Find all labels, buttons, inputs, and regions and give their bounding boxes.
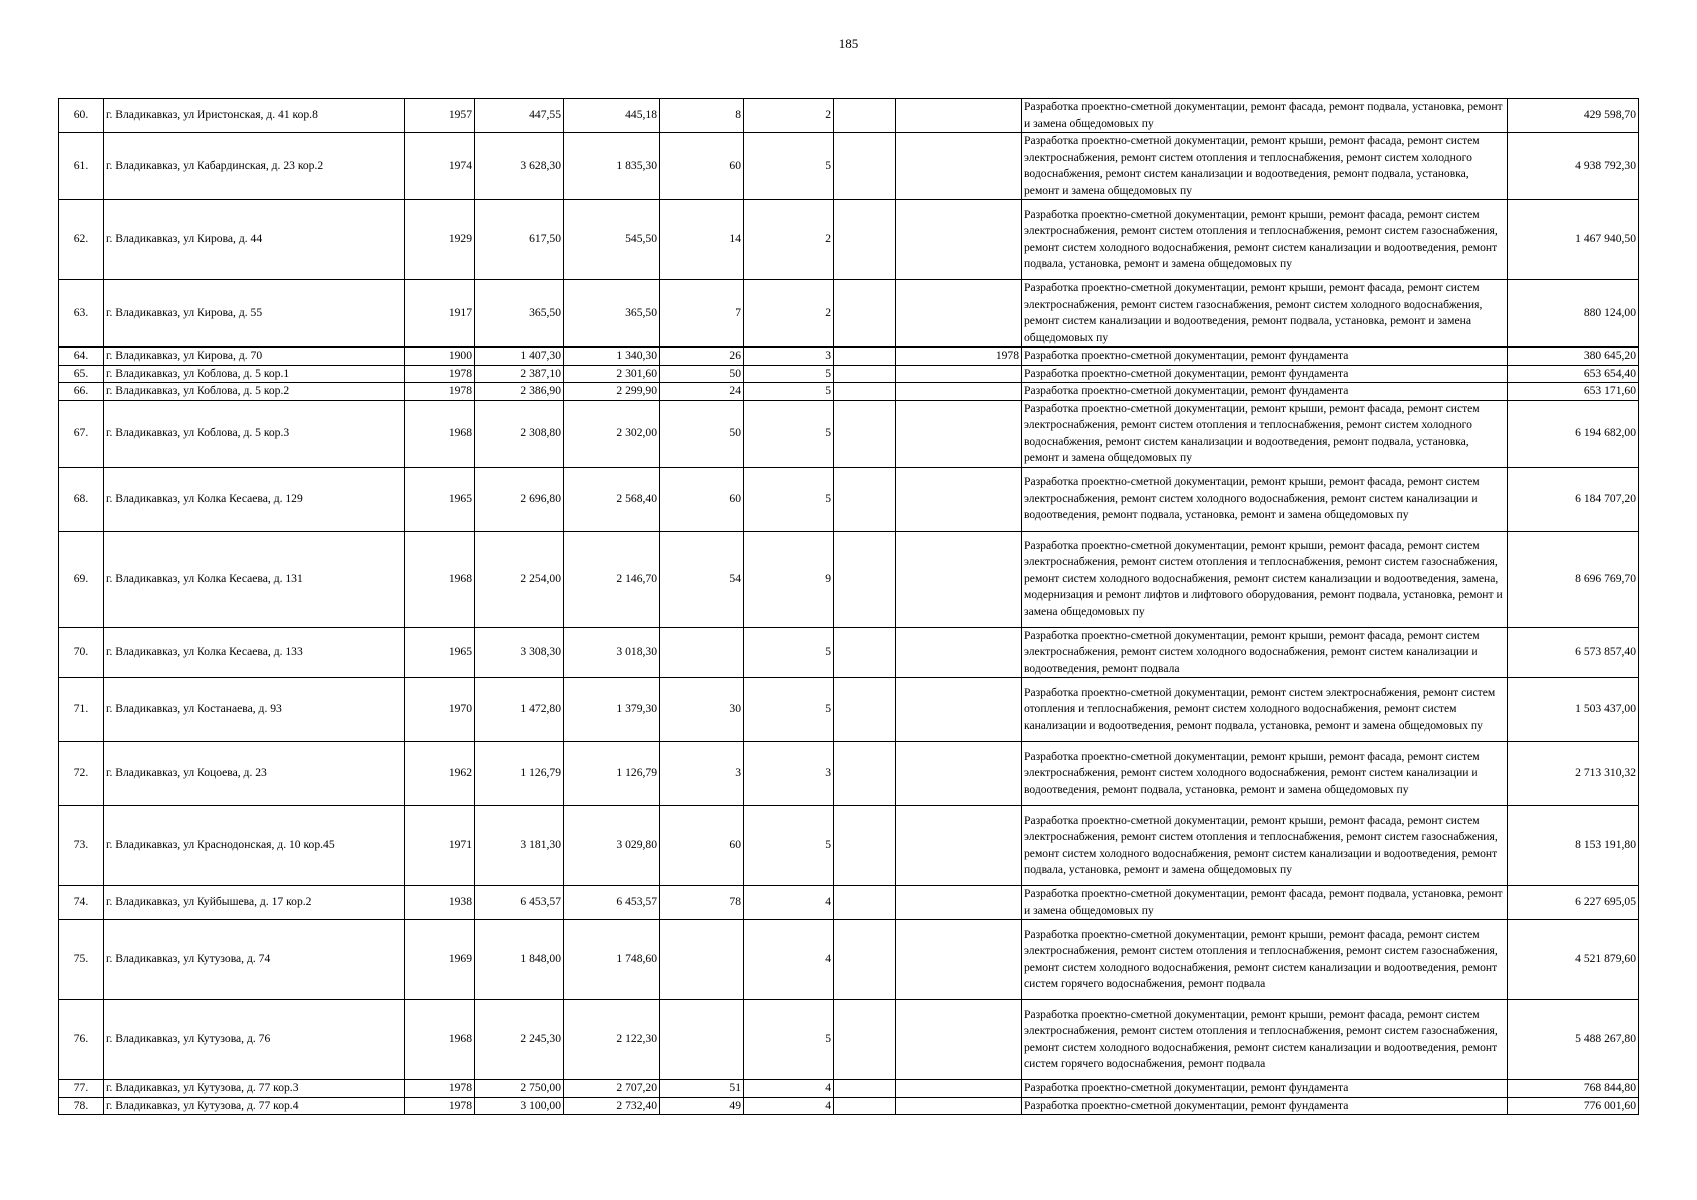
year-cell: 1978 (405, 1080, 475, 1098)
cost-cell: 1 503 437,00 (1508, 678, 1639, 742)
works-cell: Разработка проектно-сметной документации, ремонт фундамента (1022, 1080, 1508, 1098)
living-area-cell: 545,50 (564, 200, 660, 280)
empty-cell (834, 99, 896, 133)
year-cell: 1969 (405, 920, 475, 1000)
total-area-cell: 617,50 (475, 200, 564, 280)
residents-cell: 24 (660, 383, 744, 401)
living-area-cell: 445,18 (564, 99, 660, 133)
row-number: 71. (59, 678, 104, 742)
address-cell: г. Владикавказ, ул Кабардинская, д. 23 кор.2 (104, 133, 405, 200)
residents-cell: 60 (660, 806, 744, 886)
empty-cell (834, 280, 896, 348)
year-cell: 1978 (405, 365, 475, 383)
year-repair-cell (896, 1097, 1022, 1115)
empty-cell (834, 1080, 896, 1098)
row-number: 69. (59, 531, 104, 627)
residents-cell: 50 (660, 365, 744, 383)
residents-cell: 3 (660, 742, 744, 806)
address-cell: г. Владикавказ, ул Кутузова, д. 77 кор.3 (104, 1080, 405, 1098)
row-number: 74. (59, 886, 104, 920)
year-repair-cell (896, 920, 1022, 1000)
table-row (59, 678, 1639, 742)
total-area-cell: 2 386,90 (475, 383, 564, 401)
repair-table (58, 98, 1639, 1115)
living-area-cell: 1 379,30 (564, 678, 660, 742)
year-repair-cell (896, 678, 1022, 742)
floors-cell: 5 (744, 1000, 834, 1080)
total-area-cell: 6 453,57 (475, 886, 564, 920)
row-number: 66. (59, 383, 104, 401)
row-number: 68. (59, 467, 104, 531)
floors-cell: 5 (744, 400, 834, 467)
floors-cell: 3 (744, 742, 834, 806)
address-cell: г. Владикавказ, ул Коцоева, д. 23 (104, 742, 405, 806)
year-cell: 1900 (405, 347, 475, 365)
year-repair-cell (896, 742, 1022, 806)
table-row (59, 806, 1639, 886)
year-repair-cell (896, 886, 1022, 920)
address-cell: г. Владикавказ, ул Краснодонская, д. 10 кор.45 (104, 806, 405, 886)
address-cell: г. Владикавказ, ул Колка Кесаева, д. 131 (104, 531, 405, 627)
address-cell: г. Владикавказ, ул Кирова, д. 70 (104, 347, 405, 365)
floors-cell: 2 (744, 99, 834, 133)
row-number: 62. (59, 200, 104, 280)
cost-cell: 1 467 940,50 (1508, 200, 1639, 280)
floors-cell: 2 (744, 200, 834, 280)
works-cell: Разработка проектно-сметной документации, ремонт фундамента (1022, 347, 1508, 365)
works-cell: Разработка проектно-сметной документации, ремонт крыши, ремонт фасада, ремонт систем электроснабжения, ремонт систем газоснабжения, ремонт систем холодного водоснабжения, ремонт систем канализации и водоотведения, ремонт подвала, установка, ремонт и замена общедомовых пу (1022, 280, 1508, 348)
empty-cell (834, 920, 896, 1000)
residents-cell: 50 (660, 400, 744, 467)
row-number: 64. (59, 347, 104, 365)
living-area-cell: 2 707,20 (564, 1080, 660, 1098)
floors-cell: 4 (744, 886, 834, 920)
living-area-cell: 1 340,30 (564, 347, 660, 365)
year-repair-cell (896, 383, 1022, 401)
floors-cell: 4 (744, 1080, 834, 1098)
row-number: 73. (59, 806, 104, 886)
floors-cell: 5 (744, 365, 834, 383)
year-repair-cell (896, 280, 1022, 348)
living-area-cell: 2 568,40 (564, 467, 660, 531)
year-repair-cell (896, 1000, 1022, 1080)
floors-cell: 5 (744, 806, 834, 886)
empty-cell (834, 531, 896, 627)
floors-cell: 5 (744, 627, 834, 678)
cost-cell: 880 124,00 (1508, 280, 1639, 348)
works-cell: Разработка проектно-сметной документации, ремонт крыши, ремонт фасада, ремонт систем электроснабжения, ремонт систем отопления и теплоснабжения, ремонт систем холодного водоснабжения, ремонт систем канализации и водоотведения, ремонт подвала, установка, ремонт и замена общедомовых пу (1022, 133, 1508, 200)
table-row (59, 280, 1639, 348)
living-area-cell: 2 732,40 (564, 1097, 660, 1115)
year-cell: 1968 (405, 1000, 475, 1080)
table-row (59, 742, 1639, 806)
residents-cell: 7 (660, 280, 744, 348)
year-repair-cell (896, 806, 1022, 886)
empty-cell (834, 383, 896, 401)
address-cell: г. Владикавказ, ул Коблова, д. 5 кор.1 (104, 365, 405, 383)
residents-cell (660, 920, 744, 1000)
works-cell: Разработка проектно-сметной документации, ремонт фундамента (1022, 383, 1508, 401)
total-area-cell: 1 126,79 (475, 742, 564, 806)
year-cell: 1974 (405, 133, 475, 200)
works-cell: Разработка проектно-сметной документации, ремонт крыши, ремонт фасада, ремонт систем электроснабжения, ремонт систем холодного водоснабжения, ремонт систем канализации и водоотведения, ремонт подвала, установка, ремонт и замена общедомовых пу (1022, 742, 1508, 806)
total-area-cell: 3 100,00 (475, 1097, 564, 1115)
living-area-cell: 6 453,57 (564, 886, 660, 920)
address-cell: г. Владикавказ, ул Куйбышева, д. 17 кор.2 (104, 886, 405, 920)
year-repair-cell: 1978 (896, 347, 1022, 365)
works-cell: Разработка проектно-сметной документации, ремонт крыши, ремонт фасада, ремонт систем электроснабжения, ремонт систем отопления и теплоснабжения, ремонт систем газоснабжения, ремонт систем холодного водоснабжения, ремонт систем канализации и водоотведения, ремонт систем горячего водоснабжения, ремонт подвала (1022, 1000, 1508, 1080)
table-row (59, 531, 1639, 627)
total-area-cell: 1 848,00 (475, 920, 564, 1000)
empty-cell (834, 627, 896, 678)
cost-cell: 6 573 857,40 (1508, 627, 1639, 678)
residents-cell: 51 (660, 1080, 744, 1098)
year-cell: 1957 (405, 99, 475, 133)
cost-cell: 2 713 310,32 (1508, 742, 1639, 806)
table-row (59, 400, 1639, 467)
total-area-cell: 365,50 (475, 280, 564, 348)
residents-cell: 30 (660, 678, 744, 742)
works-cell: Разработка проектно-сметной документации, ремонт крыши, ремонт фасада, ремонт систем электроснабжения, ремонт систем отопления и теплоснабжения, ремонт систем газоснабжения, ремонт систем холодного водоснабжения, ремонт систем канализации и водоотведения, замена, модернизация и ремонт лифтов и лифтового оборудования, ремонт подвала, установка, ремонт и замена общедомовых пу (1022, 531, 1508, 627)
total-area-cell: 447,55 (475, 99, 564, 133)
table-row (59, 886, 1639, 920)
address-cell: г. Владикавказ, ул Кирова, д. 44 (104, 200, 405, 280)
cost-cell: 776 001,60 (1508, 1097, 1639, 1115)
floors-cell: 2 (744, 280, 834, 348)
address-cell: г. Владикавказ, ул Кутузова, д. 77 кор.4 (104, 1097, 405, 1115)
residents-cell (660, 627, 744, 678)
row-number: 72. (59, 742, 104, 806)
table-row (59, 133, 1639, 200)
year-repair-cell (896, 99, 1022, 133)
row-number: 67. (59, 400, 104, 467)
total-area-cell: 3 628,30 (475, 133, 564, 200)
cost-cell: 5 488 267,80 (1508, 1000, 1639, 1080)
total-area-cell: 2 308,80 (475, 400, 564, 467)
row-number: 78. (59, 1097, 104, 1115)
table-row (59, 1080, 1639, 1098)
empty-cell (834, 347, 896, 365)
table-row (59, 920, 1639, 1000)
year-cell: 1978 (405, 383, 475, 401)
address-cell: г. Владикавказ, ул Коблова, д. 5 кор.2 (104, 383, 405, 401)
year-cell: 1965 (405, 467, 475, 531)
table-row (59, 1097, 1639, 1115)
row-number: 63. (59, 280, 104, 348)
cost-cell: 6 184 707,20 (1508, 467, 1639, 531)
cost-cell: 380 645,20 (1508, 347, 1639, 365)
table-row (59, 383, 1639, 401)
works-cell: Разработка проектно-сметной документации, ремонт крыши, ремонт фасада, ремонт систем электроснабжения, ремонт систем отопления и теплоснабжения, ремонт систем холодного водоснабжения, ремонт систем канализации и водоотведения, ремонт подвала, установка, ремонт и замена общедомовых пу (1022, 400, 1508, 467)
cost-cell: 653 654,40 (1508, 365, 1639, 383)
year-repair-cell (896, 531, 1022, 627)
works-cell: Разработка проектно-сметной документации, ремонт фундамента (1022, 1097, 1508, 1115)
residents-cell: 60 (660, 467, 744, 531)
year-cell: 1970 (405, 678, 475, 742)
year-cell: 1929 (405, 200, 475, 280)
living-area-cell: 1 835,30 (564, 133, 660, 200)
row-number: 70. (59, 627, 104, 678)
empty-cell (834, 742, 896, 806)
table-row (59, 1000, 1639, 1080)
works-cell: Разработка проектно-сметной документации, ремонт крыши, ремонт фасада, ремонт систем электроснабжения, ремонт систем холодного водоснабжения, ремонт систем канализации и водоотведения, ремонт подвала, установка, ремонт и замена общедомовых пу (1022, 467, 1508, 531)
row-number: 61. (59, 133, 104, 200)
cost-cell: 6 227 695,05 (1508, 886, 1639, 920)
living-area-cell: 2 146,70 (564, 531, 660, 627)
cost-cell: 8 153 191,80 (1508, 806, 1639, 886)
empty-cell (834, 365, 896, 383)
cost-cell: 653 171,60 (1508, 383, 1639, 401)
year-cell: 1968 (405, 400, 475, 467)
page-number: 185 (838, 36, 859, 51)
floors-cell: 4 (744, 920, 834, 1000)
empty-cell (834, 200, 896, 280)
year-cell: 1965 (405, 627, 475, 678)
total-area-cell: 3 308,30 (475, 627, 564, 678)
empty-cell (834, 1000, 896, 1080)
living-area-cell: 2 299,90 (564, 383, 660, 401)
floors-cell: 9 (744, 531, 834, 627)
address-cell: г. Владикавказ, ул Кутузова, д. 74 (104, 920, 405, 1000)
cost-cell: 768 844,80 (1508, 1080, 1639, 1098)
living-area-cell: 2 122,30 (564, 1000, 660, 1080)
table-row (59, 99, 1639, 133)
table-row (59, 365, 1639, 383)
empty-cell (834, 1097, 896, 1115)
year-cell: 1978 (405, 1097, 475, 1115)
total-area-cell: 2 387,10 (475, 365, 564, 383)
works-cell: Разработка проектно-сметной документации, ремонт фасада, ремонт подвала, установка, ремонт и замена общедомовых пу (1022, 99, 1508, 133)
total-area-cell: 2 245,30 (475, 1000, 564, 1080)
year-repair-cell (896, 400, 1022, 467)
cost-cell: 8 696 769,70 (1508, 531, 1639, 627)
empty-cell (834, 400, 896, 467)
table-row (59, 627, 1639, 678)
row-number: 77. (59, 1080, 104, 1098)
address-cell: г. Владикавказ, ул Костанаева, д. 93 (104, 678, 405, 742)
empty-cell (834, 678, 896, 742)
address-cell: г. Владикавказ, ул Колка Кесаева, д. 129 (104, 467, 405, 531)
cost-cell: 6 194 682,00 (1508, 400, 1639, 467)
cost-cell: 4 521 879,60 (1508, 920, 1639, 1000)
year-cell: 1971 (405, 806, 475, 886)
table-row (59, 467, 1639, 531)
table-row (59, 200, 1639, 280)
address-cell: г. Владикавказ, ул Иристонская, д. 41 кор.8 (104, 99, 405, 133)
works-cell: Разработка проектно-сметной документации, ремонт фасада, ремонт подвала, установка, ремонт и замена общедомовых пу (1022, 886, 1508, 920)
address-cell: г. Владикавказ, ул Коблова, д. 5 кор.3 (104, 400, 405, 467)
floors-cell: 5 (744, 133, 834, 200)
year-cell: 1968 (405, 531, 475, 627)
works-cell: Разработка проектно-сметной документации, ремонт крыши, ремонт фасада, ремонт систем электроснабжения, ремонт систем отопления и теплоснабжения, ремонт систем газоснабжения, ремонт систем холодного водоснабжения, ремонт систем канализации и водоотведения, ремонт подвала, установка, ремонт и замена общедомовых пу (1022, 200, 1508, 280)
year-repair-cell (896, 467, 1022, 531)
address-cell: г. Владикавказ, ул Кирова, д. 55 (104, 280, 405, 348)
year-cell: 1938 (405, 886, 475, 920)
row-number: 65. (59, 365, 104, 383)
year-cell: 1917 (405, 280, 475, 348)
works-cell: Разработка проектно-сметной документации, ремонт фундамента (1022, 365, 1508, 383)
year-repair-cell (896, 200, 1022, 280)
works-cell: Разработка проектно-сметной документации, ремонт систем электроснабжения, ремонт систем отопления и теплоснабжения, ремонт систем холодного водоснабжения, ремонт систем канализации и водоотведения, ремонт подвала, установка, ремонт и замена общедомовых пу (1022, 678, 1508, 742)
residents-cell: 26 (660, 347, 744, 365)
living-area-cell: 3 029,80 (564, 806, 660, 886)
year-repair-cell (896, 1080, 1022, 1098)
living-area-cell: 2 302,00 (564, 400, 660, 467)
row-number: 76. (59, 1000, 104, 1080)
total-area-cell: 1 407,30 (475, 347, 564, 365)
residents-cell: 54 (660, 531, 744, 627)
address-cell: г. Владикавказ, ул Колка Кесаева, д. 133 (104, 627, 405, 678)
table-row (59, 347, 1639, 365)
works-cell: Разработка проектно-сметной документации, ремонт крыши, ремонт фасада, ремонт систем электроснабжения, ремонт систем холодного водоснабжения, ремонт систем канализации и водоотведения, ремонт подвала (1022, 627, 1508, 678)
cost-cell: 4 938 792,30 (1508, 133, 1639, 200)
row-number: 60. (59, 99, 104, 133)
year-cell: 1962 (405, 742, 475, 806)
residents-cell: 78 (660, 886, 744, 920)
cost-cell: 429 598,70 (1508, 99, 1639, 133)
works-cell: Разработка проектно-сметной документации, ремонт крыши, ремонт фасада, ремонт систем электроснабжения, ремонт систем отопления и теплоснабжения, ремонт систем газоснабжения, ремонт систем холодного водоснабжения, ремонт систем канализации и водоотведения, ремонт подвала, установка, ремонт и замена общедомовых пу (1022, 806, 1508, 886)
floors-cell: 4 (744, 1097, 834, 1115)
floors-cell: 5 (744, 467, 834, 531)
year-repair-cell (896, 627, 1022, 678)
residents-cell: 49 (660, 1097, 744, 1115)
living-area-cell: 1 126,79 (564, 742, 660, 806)
year-repair-cell (896, 365, 1022, 383)
residents-cell: 60 (660, 133, 744, 200)
total-area-cell: 2 750,00 (475, 1080, 564, 1098)
works-cell: Разработка проектно-сметной документации, ремонт крыши, ремонт фасада, ремонт систем электроснабжения, ремонт систем отопления и теплоснабжения, ремонт систем газоснабжения, ремонт систем холодного водоснабжения, ремонт систем канализации и водоотведения, ремонт систем горячего водоснабжения, ремонт подвала (1022, 920, 1508, 1000)
total-area-cell: 2 254,00 (475, 531, 564, 627)
address-cell: г. Владикавказ, ул Кутузова, д. 76 (104, 1000, 405, 1080)
year-repair-cell (896, 133, 1022, 200)
floors-cell: 5 (744, 678, 834, 742)
living-area-cell: 1 748,60 (564, 920, 660, 1000)
row-number: 75. (59, 920, 104, 1000)
residents-cell (660, 1000, 744, 1080)
living-area-cell: 365,50 (564, 280, 660, 348)
empty-cell (834, 806, 896, 886)
total-area-cell: 3 181,30 (475, 806, 564, 886)
living-area-cell: 3 018,30 (564, 627, 660, 678)
empty-cell (834, 133, 896, 200)
empty-cell (834, 886, 896, 920)
total-area-cell: 1 472,80 (475, 678, 564, 742)
living-area-cell: 2 301,60 (564, 365, 660, 383)
empty-cell (834, 467, 896, 531)
total-area-cell: 2 696,80 (475, 467, 564, 531)
floors-cell: 5 (744, 383, 834, 401)
floors-cell: 3 (744, 347, 834, 365)
residents-cell: 8 (660, 99, 744, 133)
residents-cell: 14 (660, 200, 744, 280)
